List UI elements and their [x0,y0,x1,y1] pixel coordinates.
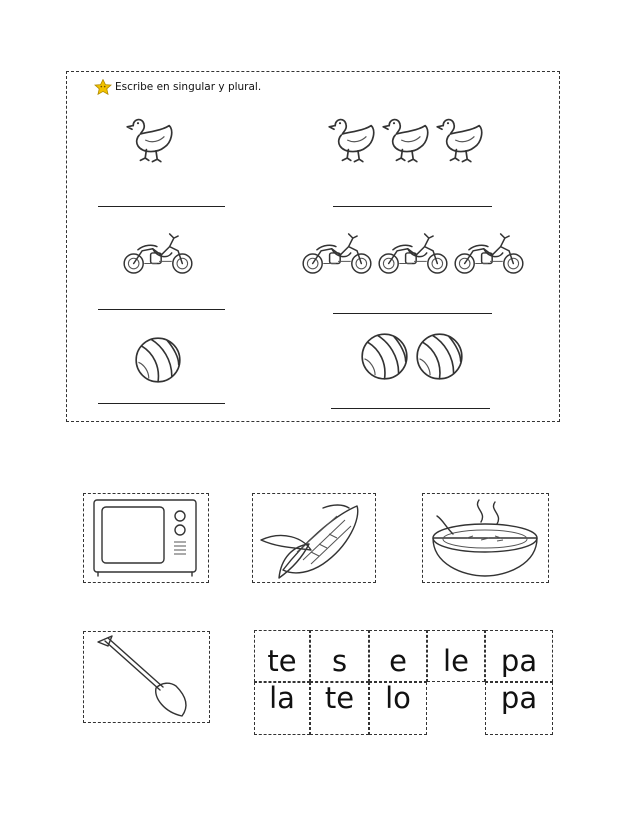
answer-line-singular-3[interactable] [98,403,225,404]
answer-line-plural-1[interactable] [333,206,492,207]
duck-icon [382,112,430,168]
motorcycle-icon [376,226,450,282]
syllable-cell-bottom-2[interactable]: te [310,682,369,735]
television-icon [84,494,206,580]
plural-ducks [328,112,484,168]
instruction-text: Escribe en singular y plural. [115,81,262,93]
plural-motorcycles [300,226,526,282]
duck-icon [436,112,484,168]
singular-duck [126,112,174,168]
shovel-icon [84,632,207,720]
syllable-cell-top-5[interactable]: pa [485,630,553,682]
motorcycle-icon [121,226,195,282]
answer-line-plural-3[interactable] [331,408,490,409]
star-icon [94,79,112,95]
syllable-cell-bottom-1[interactable]: la [254,682,310,735]
beach-ball-icon [416,333,463,380]
duck-icon [328,112,376,168]
singular-motorcycle [121,226,195,282]
answer-line-singular-1[interactable] [98,206,225,207]
motorcycle-icon [300,226,374,282]
instruction [94,79,261,95]
picture-card-television[interactable] [83,493,209,583]
soup-bowl-icon [423,494,546,580]
corn-icon [253,494,373,580]
syllable-cell-top-4[interactable]: le [427,630,485,682]
answer-line-plural-2[interactable] [333,313,492,314]
plural-balls [361,333,463,380]
syllable-cell-top-2[interactable]: s [310,630,369,682]
duck-icon [126,112,174,168]
syllable-cell-bottom-3[interactable]: lo [369,682,427,735]
syllable-cell-bottom-5[interactable]: pa [485,682,553,735]
syllable-cell-top-3[interactable]: e [369,630,427,682]
motorcycle-icon [452,226,526,282]
syllable-cell-top-1[interactable]: te [254,630,310,682]
picture-card-soup[interactable] [422,493,549,583]
picture-card-shovel[interactable] [83,631,210,723]
beach-ball-icon [135,337,181,383]
answer-line-singular-2[interactable] [98,309,225,310]
singular-ball [135,337,181,383]
picture-card-corn[interactable] [252,493,376,583]
beach-ball-icon [361,333,408,380]
